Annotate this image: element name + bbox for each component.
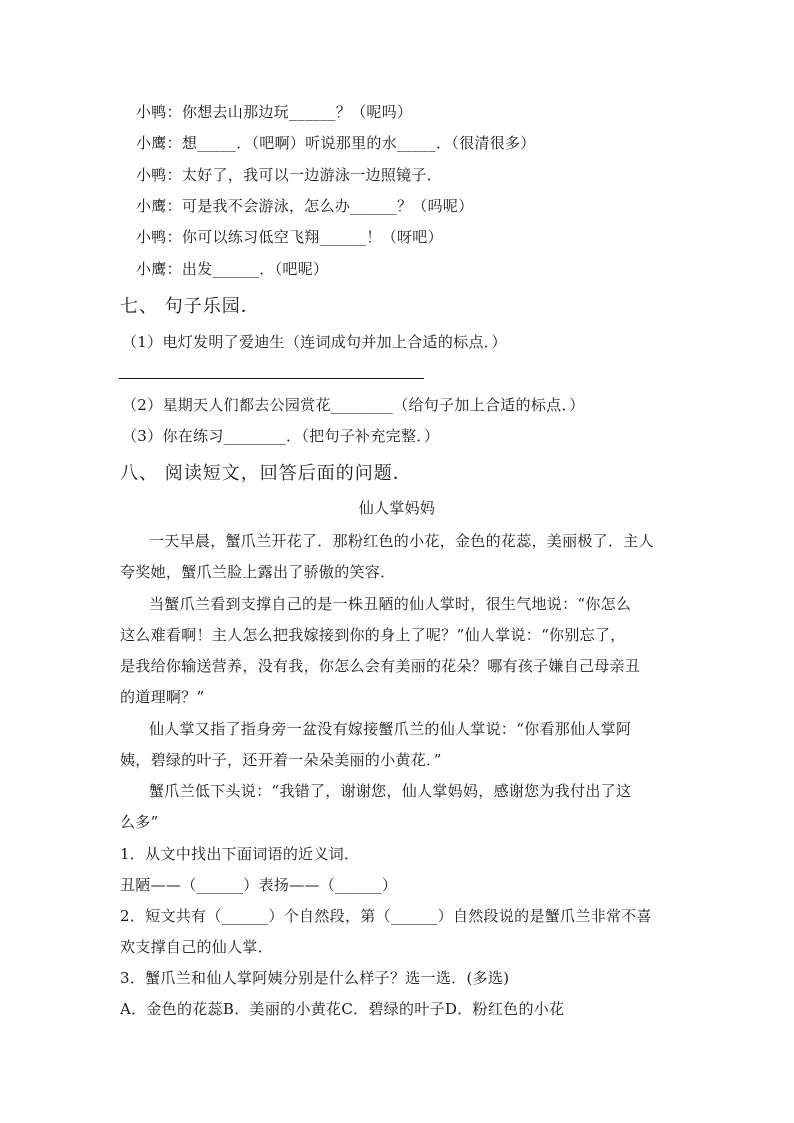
sentence-3: （3）你在练习________．（把句子补充完整．） xyxy=(122,427,440,445)
dialog-line-5: 小鸭：你可以练习低空飞翔______！（呀吧） xyxy=(136,228,443,246)
dialog-line-2: 小鹰：想_____．（吧啊）听说那里的水_____．（很清很多） xyxy=(136,134,536,152)
question-3: 3．蟹爪兰和仙人掌阿姨分别是什么样子？选一选．(多选) xyxy=(120,969,510,987)
section-8-heading: 八、 阅读短文，回答后面的问题． xyxy=(120,463,412,484)
passage-line-6: 的道理啊？” xyxy=(120,688,205,706)
passage-title: 仙人掌妈妈 xyxy=(358,499,436,517)
dialog-line-4: 小鹰：可是我不会游泳，怎么办______？（吗呢） xyxy=(136,197,474,215)
section-7-heading: 七、 句子乐园． xyxy=(120,296,260,317)
question-3-options: A．金色的花蕊B．美丽的小黄花C．碧绿的叶子D．粉红色的小花 xyxy=(120,1000,565,1018)
passage-line-8: 姨，碧绿的叶子，还开着一朵朵美丽的小黄花．” xyxy=(120,751,442,769)
question-2: 2．短文共有（______）个自然段，第（______）自然段说的是蟹爪兰非常不喜 xyxy=(120,907,652,925)
passage-line-4: 这么难看啊！主人怎么把我嫁接到你的身上了呢？”仙人掌说：“你别忘了， xyxy=(120,626,626,644)
question-1: 1．从文中找出下面词语的近义词． xyxy=(120,845,360,863)
passage-line-7: 仙人掌又指了指身旁一盆没有嫁接蟹爪兰的仙人掌说：“你看那仙人掌阿 xyxy=(149,720,632,738)
passage-line-1: 一天早晨，蟹爪兰开花了．那粉红色的小花，金色的花蕊，美丽极了．主人 xyxy=(149,532,654,550)
question-1-items: 丑陋——（______）表扬——（______） xyxy=(120,876,398,894)
passage-line-3: 当蟹爪兰看到支撑自己的是一株丑陋的仙人掌时，很生气地说：“你怎么 xyxy=(149,595,632,613)
sentence-1: （1）电灯发明了爱迪生（连词成句并加上合适的标点．） xyxy=(122,333,507,351)
passage-line-9: 蟹爪兰低下头说：“我错了，谢谢您，仙人掌妈妈，感谢您为我付出了这 xyxy=(149,782,632,800)
answer-line xyxy=(119,378,424,379)
passage-line-5: 是我给你输送营养，没有我，你怎么会有美丽的花朵？哪有孩子嫌自己母亲丑 xyxy=(120,657,641,675)
sentence-2: （2）星期天人们都去公园赏花________（给句子加上合适的标点．） xyxy=(122,396,585,414)
dialog-line-6: 小鹰：出发______．（吧呢） xyxy=(136,260,329,278)
dialog-line-1: 小鸭：你想去山那边玩______？（呢吗） xyxy=(136,103,413,121)
question-2-cont: 欢支撑自己的仙人掌． xyxy=(120,938,274,956)
passage-line-10: 么多” xyxy=(120,813,159,831)
passage-line-2: 夸奖她，蟹爪兰脸上露出了骄傲的笑容． xyxy=(120,563,396,581)
dialog-line-3: 小鸭：太好了，我可以一边游泳一边照镜子． xyxy=(136,166,443,184)
